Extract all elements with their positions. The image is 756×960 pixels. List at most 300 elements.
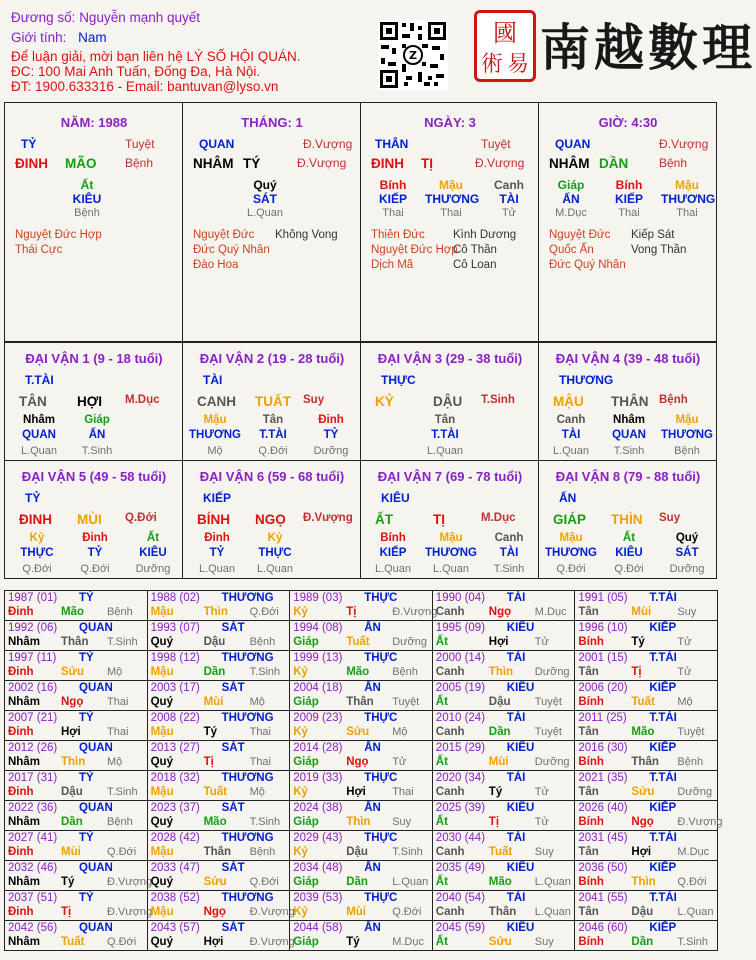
- year-cell: [147, 650, 291, 681]
- year-stem: Bính: [578, 876, 604, 888]
- dai-van-hidden-god: T.TÀI: [431, 429, 459, 441]
- year-ten-god: QUAN: [79, 922, 113, 934]
- year-stem: Quý: [150, 876, 173, 888]
- year-stem: Giáp: [293, 636, 319, 648]
- svg-text:術: 術: [480, 52, 504, 77]
- dai-van-hidden-god: THƯƠNG: [189, 429, 241, 441]
- svg-text:Z: Z: [409, 49, 417, 62]
- year-stem: Canh: [435, 666, 465, 678]
- year-stage: Suy: [677, 606, 697, 618]
- year-label: 2043 (57): [150, 922, 200, 934]
- dai-van-stem: GIÁP: [553, 512, 587, 527]
- year-ten-god: THỰC: [364, 772, 398, 784]
- year-cell: [289, 650, 433, 681]
- year-stage: Q.Đới: [107, 936, 137, 948]
- year-branch: Dần: [203, 666, 226, 678]
- year-label: 2041 (55): [578, 892, 628, 904]
- dai-van-ten-god: THỰC: [381, 373, 416, 387]
- year-stage: M.Dục: [534, 606, 567, 618]
- pillar-3: [360, 102, 539, 342]
- dai-van-stem: MẬU: [553, 394, 584, 409]
- dai-van-hidden-god: T.TÀI: [259, 429, 287, 441]
- year-cell: [4, 800, 148, 831]
- year-stem: Mậu: [150, 606, 174, 618]
- pillar-4: [538, 102, 717, 342]
- star-right: Cô Loan: [453, 259, 497, 271]
- year-ten-god: SÁT: [221, 862, 245, 874]
- year-stem: Giáp: [293, 936, 319, 948]
- dai-van-branch: HỢI: [77, 394, 103, 409]
- year-stem: Tân: [578, 726, 599, 738]
- year-stage: Bệnh: [249, 636, 276, 648]
- dai-van-hidden-stem: Mậu: [203, 414, 227, 426]
- year-stem: Quý: [150, 936, 173, 948]
- star-left: Dịch Mã: [371, 259, 414, 271]
- year-branch: Mùi: [631, 606, 652, 618]
- year-label: 2004 (18): [293, 682, 343, 694]
- hidden-ten-god: THƯƠNG: [661, 192, 716, 206]
- year-stage: T.Sinh: [249, 666, 281, 678]
- year-stem: Nhâm: [8, 876, 40, 888]
- year-branch: Tuất: [203, 786, 228, 798]
- dai-van-ten-god: THƯƠNG: [559, 373, 614, 387]
- year-ten-god: TỶ: [79, 832, 94, 844]
- year-label: 2020 (34): [435, 772, 486, 784]
- year-ten-god: KIÊU: [506, 862, 535, 874]
- year-stem: Bính: [578, 936, 604, 948]
- year-label: 2024 (38): [293, 802, 343, 814]
- year-ten-god: T.TÀI: [649, 652, 677, 664]
- dai-van-branch: NGỌ: [255, 512, 286, 527]
- pillar-title: NGÀY: 3: [424, 115, 476, 130]
- year-stage: L.Quan: [677, 906, 714, 918]
- dai-van-ten-god: TỶ: [25, 491, 41, 505]
- year-branch: Tý: [203, 726, 218, 738]
- year-stage: M.Dục: [392, 936, 424, 948]
- dai-van-hidden-stem: Canh: [494, 532, 524, 544]
- year-branch: Thìn: [203, 606, 228, 618]
- year-label: 2023 (37): [150, 802, 200, 814]
- year-branch: Mão: [203, 816, 227, 828]
- dai-van-ten-god: TÀI: [203, 373, 223, 387]
- year-stem: Giáp: [293, 696, 319, 708]
- year-cell: [4, 740, 148, 771]
- dai-van-hidden-state: Q.Đới: [22, 563, 52, 575]
- year-stem: Giáp: [293, 816, 319, 828]
- year-ten-god: THƯƠNG: [221, 832, 274, 844]
- year-stem: Giáp: [293, 876, 319, 888]
- dai-van-branch: THÌN: [611, 512, 643, 527]
- year-label: 1989 (03): [293, 592, 343, 604]
- year-ten-god: THƯƠNG: [221, 652, 274, 664]
- year-branch: Hợi: [346, 786, 366, 798]
- year-label: 2002 (16): [8, 682, 58, 694]
- year-label: 2012 (26): [8, 742, 58, 754]
- year-ten-god: TÀI: [506, 652, 526, 664]
- hidden-state: Thai: [676, 207, 698, 219]
- year-ten-god: KIÊU: [506, 922, 535, 934]
- year-branch: Tý: [631, 636, 645, 648]
- star-right: Vong Thần: [631, 244, 687, 256]
- year-label: 1987 (01): [8, 592, 58, 604]
- dai-van-ten-god: KIẾP: [203, 491, 232, 505]
- year-cell: [4, 650, 148, 681]
- star-left: Đào Hoa: [193, 259, 239, 271]
- year-stem: Tân: [578, 786, 599, 798]
- year-cell: [574, 680, 718, 711]
- year-stage: Thai: [107, 726, 129, 738]
- dai-van-ten-god: ẤN: [559, 491, 577, 505]
- year-stage: T.Sinh: [392, 846, 423, 858]
- year-ten-god: THỰC: [364, 712, 398, 724]
- year-ten-god: TỶ: [79, 592, 94, 604]
- year-stem: Canh: [435, 906, 465, 918]
- year-ten-god: KIẾP: [649, 922, 677, 934]
- svg-text:易: 易: [506, 52, 530, 77]
- star-right: Kình Dương: [453, 229, 517, 241]
- pillar-ten-god: QUAN: [199, 137, 235, 151]
- year-stage: L.Quan: [534, 876, 571, 888]
- year-branch: Dần: [488, 726, 511, 738]
- name-value: Nguyễn mạnh quyết: [79, 10, 201, 25]
- year-label: 2006 (20): [578, 682, 628, 694]
- year-stage: Thai: [249, 726, 271, 738]
- dai-van-hidden-god: KIÊU: [139, 547, 167, 559]
- year-stem: Canh: [435, 846, 465, 858]
- year-cell: [147, 830, 291, 861]
- hidden-ten-god: THƯƠNG: [425, 192, 480, 206]
- year-branch: Tý: [61, 876, 75, 888]
- year-label: 1997 (11): [8, 652, 57, 664]
- year-branch: Sửu: [631, 786, 655, 798]
- year-ten-god: SÁT: [221, 742, 245, 754]
- dai-van-4: [538, 342, 717, 461]
- dai-van-hidden-god: THƯƠNG: [425, 547, 477, 559]
- year-ten-god: THƯƠNG: [221, 592, 274, 604]
- year-label: 2011 (25): [578, 712, 627, 724]
- year-stage: Thai: [249, 756, 271, 768]
- year-ten-god: T.TÀI: [649, 772, 677, 784]
- year-ten-god: ẤN: [364, 742, 381, 754]
- year-label: 2022 (36): [8, 802, 58, 814]
- year-branch: Hợi: [61, 726, 81, 738]
- year-branch: Mão: [61, 606, 84, 618]
- year-branch: Sửu: [346, 726, 370, 738]
- year-stem: Đinh: [8, 666, 34, 678]
- year-ten-god: SÁT: [221, 802, 245, 814]
- year-stem: Kỷ: [293, 666, 308, 678]
- star-left: Nguyệt Đức: [549, 229, 611, 241]
- year-branch: Tuất: [488, 846, 513, 858]
- year-stage: Q.Đới: [392, 906, 422, 918]
- year-stem: Mậu: [150, 906, 174, 918]
- year-stage: Tử: [392, 756, 407, 768]
- year-stage: Mộ: [677, 696, 693, 708]
- year-cell: [147, 710, 291, 741]
- year-branch: Thân: [61, 636, 89, 648]
- year-label: 2021 (35): [578, 772, 628, 784]
- dai-van-hidden-stem: Giáp: [84, 414, 110, 426]
- year-stage: Tử: [534, 636, 549, 648]
- year-stage: L.Quan: [534, 906, 571, 918]
- dai-van-stem: ẤT: [375, 512, 393, 527]
- dai-van-hidden-state: Q.Đới: [614, 563, 644, 575]
- year-stage: Tuyệt: [677, 726, 705, 738]
- year-label: 2008 (22): [150, 712, 200, 724]
- year-stem: Ất: [435, 816, 448, 828]
- year-cell: [432, 680, 576, 711]
- pillar-branch: MÃO: [65, 156, 97, 171]
- dai-van-title: ĐẠI VẬN 2 (19 - 28 tuổi): [199, 351, 345, 366]
- pillar-stem: ĐINH: [371, 156, 404, 171]
- year-cell: [574, 830, 718, 861]
- dai-van-stem: KỶ: [375, 394, 394, 409]
- dai-van-hidden-state: Dưỡng: [313, 445, 349, 457]
- year-stem: Nhâm: [8, 816, 40, 828]
- year-cell: [574, 860, 718, 891]
- year-ten-god: T.TÀI: [649, 892, 677, 904]
- pillar-title: THÁNG: 1: [241, 115, 303, 130]
- dai-van-hidden-god: QUAN: [612, 429, 646, 441]
- year-cell: [289, 860, 433, 891]
- pillar-title: NĂM: 1988: [60, 115, 128, 130]
- dai-van-hidden-stem: Bính: [380, 532, 406, 544]
- phone-line: ĐT: 1900.633316 - Email: bantuvan@lyso.vn: [11, 79, 279, 94]
- dai-van-stage: M.Dục: [481, 512, 516, 524]
- year-stage: T.Sinh: [107, 636, 138, 648]
- year-branch: Thân: [488, 906, 517, 918]
- dai-van-title: ĐẠI VẬN 8 (79 - 88 tuổi): [555, 469, 701, 484]
- hidden-state: M.Dục: [555, 207, 587, 219]
- year-stem: Nhâm: [8, 636, 40, 648]
- dai-van-hidden-god: THỰC: [20, 547, 54, 559]
- dai-van-hidden-god: THỰC: [258, 547, 292, 559]
- year-label: 2009 (23): [293, 712, 343, 724]
- pillar-title: GIỜ: 4:30: [598, 115, 658, 130]
- year-cell: [432, 890, 576, 921]
- dai-van-stage: Bệnh: [659, 394, 688, 406]
- year-label: 1996 (10): [578, 622, 628, 634]
- year-stem: Ất: [435, 756, 448, 768]
- year-stem: Tân: [578, 846, 599, 858]
- dai-van-hidden-state: L.Quan: [426, 445, 464, 457]
- dai-van-stage: Suy: [659, 512, 681, 524]
- year-branch: Tý: [346, 936, 360, 948]
- year-stem: Tân: [578, 606, 599, 618]
- dai-van-title: ĐẠI VẬN 3 (29 - 38 tuổi): [377, 351, 523, 366]
- year-stem: Quý: [150, 636, 173, 648]
- year-stem: Mậu: [150, 786, 174, 798]
- year-label: 2027 (41): [8, 832, 58, 844]
- pillar-stage-top: Đ.Vượng: [303, 137, 353, 151]
- year-stage: Tử: [677, 636, 692, 648]
- year-stem: Mậu: [150, 666, 174, 678]
- year-branch: Mùi: [61, 846, 81, 858]
- year-stem: Ất: [435, 876, 448, 888]
- qr-code-icon[interactable]: [378, 20, 448, 90]
- dai-van-stem: CANH: [197, 394, 236, 409]
- hidden-stem: Ất: [80, 178, 94, 192]
- pillar-ten-god: QUAN: [555, 137, 591, 151]
- year-stage: Bệnh: [677, 756, 704, 768]
- dai-van-branch: MÙI: [77, 512, 102, 527]
- name-line: [11, 10, 200, 25]
- hidden-stem: Quý: [253, 178, 277, 192]
- year-stage: Mộ: [107, 756, 123, 768]
- year-cell: [147, 770, 291, 801]
- dai-van-hidden-state: Bệnh: [674, 445, 700, 457]
- year-label: 1991 (05): [578, 592, 628, 604]
- year-ten-god: KIÊU: [506, 682, 535, 694]
- dai-van-hidden-stem: Kỷ: [267, 532, 283, 544]
- year-branch: Thìn: [346, 816, 371, 828]
- year-stem: Mậu: [150, 726, 174, 738]
- year-stage: Tử: [534, 786, 549, 798]
- year-cell: [147, 860, 291, 891]
- pillar-stage-top: Tuyệt: [481, 137, 511, 151]
- year-ten-god: THỰC: [364, 892, 398, 904]
- dai-van-title: ĐẠI VẬN 4 (39 - 48 tuổi): [555, 351, 701, 366]
- pillar-stage-top: Tuyệt: [125, 137, 155, 151]
- year-ten-god: QUAN: [79, 682, 113, 694]
- year-ten-god: TÀI: [506, 712, 526, 724]
- year-cell: [432, 590, 576, 621]
- gender-line: [11, 30, 107, 45]
- year-stem: Quý: [150, 756, 173, 768]
- dai-van-stage: Đ.Vượng: [303, 512, 353, 524]
- year-stage: Dưỡng: [392, 636, 427, 648]
- dai-van-hidden-state: Q.Đới: [258, 445, 288, 457]
- hidden-state: L.Quan: [246, 207, 284, 219]
- hidden-ten-god: ẤN: [562, 192, 580, 206]
- year-stem: Canh: [435, 606, 465, 618]
- year-branch: Hợi: [203, 936, 224, 948]
- contact-line: Để luận giải, mời bạn liên hệ LÝ SỐ HỘI QUÁN.: [11, 49, 301, 64]
- year-cell: [574, 920, 718, 951]
- year-cell: [289, 740, 433, 771]
- year-label: 2014 (28): [293, 742, 343, 754]
- year-stage: Tuyệt: [392, 696, 420, 708]
- year-label: 1998 (12): [150, 652, 200, 664]
- hidden-ten-god: KIẾP: [614, 192, 643, 206]
- year-cell: [432, 620, 576, 651]
- address-line: ĐC: 100 Mai Anh Tuấn, Đống Đa, Hà Nội.: [11, 64, 261, 79]
- year-stage: Tử: [677, 666, 692, 678]
- year-cell: [289, 890, 433, 921]
- dai-van-stage: Q.Đới: [125, 512, 157, 524]
- year-stage: Q.Đới: [249, 606, 279, 618]
- dai-van-hidden-god: ẤN: [88, 429, 106, 441]
- year-stem: Đinh: [8, 726, 34, 738]
- year-stage: Q.Đới: [677, 876, 707, 888]
- year-ten-god: KIẾP: [649, 682, 677, 694]
- year-cell: [289, 620, 433, 651]
- year-cell: [147, 800, 291, 831]
- year-stem: Ất: [435, 936, 448, 948]
- year-stage: Mộ: [249, 696, 265, 708]
- dai-van-hidden-god: TÀI: [561, 429, 581, 441]
- hidden-state: Thai: [440, 207, 462, 219]
- dai-van-hidden-god: TỶ: [209, 547, 225, 559]
- dai-van-hidden-state: Dưỡng: [135, 563, 171, 575]
- hidden-stem: Giáp: [557, 178, 585, 192]
- year-ten-god: KIẾP: [649, 862, 677, 874]
- year-branch: Dần: [61, 816, 83, 828]
- year-branch: Dậu: [631, 906, 654, 918]
- year-label: 1992 (06): [8, 622, 58, 634]
- year-branch: Dậu: [61, 786, 83, 798]
- year-ten-god: THƯƠNG: [221, 712, 274, 724]
- year-branch: Mùi: [203, 696, 224, 708]
- dai-van-hidden-state: L.Quan: [20, 445, 58, 457]
- year-stem: Nhâm: [8, 696, 40, 708]
- year-stem: Giáp: [293, 756, 319, 768]
- year-cell: [432, 740, 576, 771]
- dai-van-hidden-god: TÀI: [499, 547, 519, 559]
- year-stage: Mộ: [107, 666, 123, 678]
- year-label: 2040 (54): [435, 892, 486, 904]
- dai-van-hidden-state: T.Sinh: [613, 445, 645, 457]
- year-stem: Bính: [578, 756, 604, 768]
- star-left: Nguyệt Đức Hợp: [371, 244, 458, 256]
- year-label: 2018 (32): [150, 772, 200, 784]
- dai-van-hidden-god: KIÊU: [615, 547, 643, 559]
- year-label: 2046 (60): [578, 922, 628, 934]
- year-cell: [4, 620, 148, 651]
- hidden-stem: Bính: [379, 178, 407, 192]
- year-branch: Sửu: [488, 936, 512, 948]
- year-stem: Nhâm: [8, 756, 40, 768]
- year-stage: Q.Đới: [249, 876, 279, 888]
- year-ten-god: KIẾP: [649, 802, 677, 814]
- dai-van-hidden-stem: Tân: [434, 414, 456, 426]
- dai-van-hidden-state: Q.Đới: [80, 563, 110, 575]
- dai-van-7: [360, 460, 539, 579]
- hidden-ten-god: SÁT: [253, 192, 277, 206]
- year-stem: Bính: [578, 636, 604, 648]
- dai-van-title: ĐẠI VẬN 5 (49 - 58 tuổi): [21, 469, 167, 484]
- year-label: 2042 (56): [8, 922, 58, 934]
- star-right: Kiếp Sát: [631, 229, 675, 241]
- year-branch: Tị: [488, 816, 500, 828]
- year-label: 1995 (09): [435, 622, 486, 634]
- year-stem: Ất: [435, 636, 448, 648]
- year-cell: [147, 620, 291, 651]
- year-cell: [432, 650, 576, 681]
- year-branch: Tị: [203, 756, 214, 768]
- hidden-state: Thai: [618, 207, 640, 219]
- year-label: 2029 (43): [293, 832, 343, 844]
- year-label: 2032 (46): [8, 862, 58, 874]
- year-label: 1988 (02): [150, 592, 200, 604]
- pillar-branch: DẦN: [599, 156, 629, 171]
- dai-van-hidden-stem: Canh: [556, 414, 586, 426]
- year-cell: [289, 920, 433, 951]
- year-stem: Tân: [578, 906, 599, 918]
- year-cell: [432, 770, 576, 801]
- year-stem: Đinh: [8, 846, 34, 858]
- name-label: Đương số:: [11, 10, 76, 25]
- year-ten-god: THƯƠNG: [221, 772, 274, 784]
- year-stem: Bính: [578, 696, 604, 708]
- dai-van-stem: ĐINH: [19, 512, 52, 527]
- hidden-stem: Canh: [494, 178, 524, 192]
- header: [0, 0, 756, 100]
- year-label: 1999 (13): [293, 652, 343, 664]
- year-stage: Suy: [392, 816, 412, 828]
- dai-van-hidden-state: L.Quan: [256, 563, 294, 575]
- year-label: 2016 (30): [578, 742, 628, 754]
